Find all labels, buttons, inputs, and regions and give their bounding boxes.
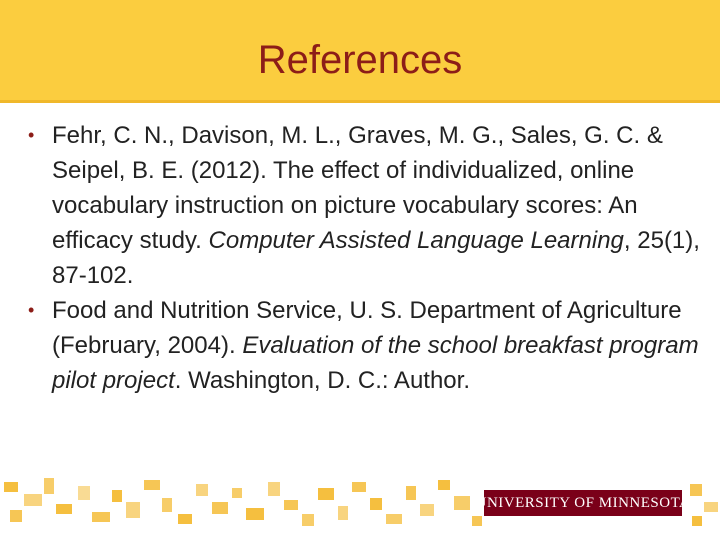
reference-text-end: . Washington, D. C.: Author. bbox=[174, 367, 470, 394]
university-logo bbox=[475, 490, 691, 516]
reference-text-end: , 25(1), 87-102. bbox=[52, 227, 700, 289]
reference-source-title: Evaluation of the school breakfast program pilot project bbox=[52, 332, 699, 394]
reference-text: Fehr, C. N., Davison, M. L., Graves, M. G., Sales, G. C. & Seipel, B. E. (2012). The effect of individualized, online vocabulary instruction on picture vocabulary scores: An efficacy study. bbox=[52, 122, 663, 254]
slide-title: References bbox=[257, 38, 463, 82]
title-banner-rule bbox=[0, 100, 720, 103]
reference-source-title: Computer Assisted Language Learning bbox=[208, 227, 624, 254]
university-logo-text: UNIVERSITY OF MINNESOTA bbox=[475, 494, 691, 511]
bullet-icon: • bbox=[28, 125, 35, 145]
reference-item bbox=[28, 118, 708, 293]
reference-list bbox=[28, 118, 708, 398]
reference-text: Food and Nutrition Service, U. S. Department of Agriculture (February, 2004). bbox=[52, 297, 682, 359]
reference-item bbox=[28, 293, 708, 398]
bullet-icon: • bbox=[28, 300, 35, 320]
